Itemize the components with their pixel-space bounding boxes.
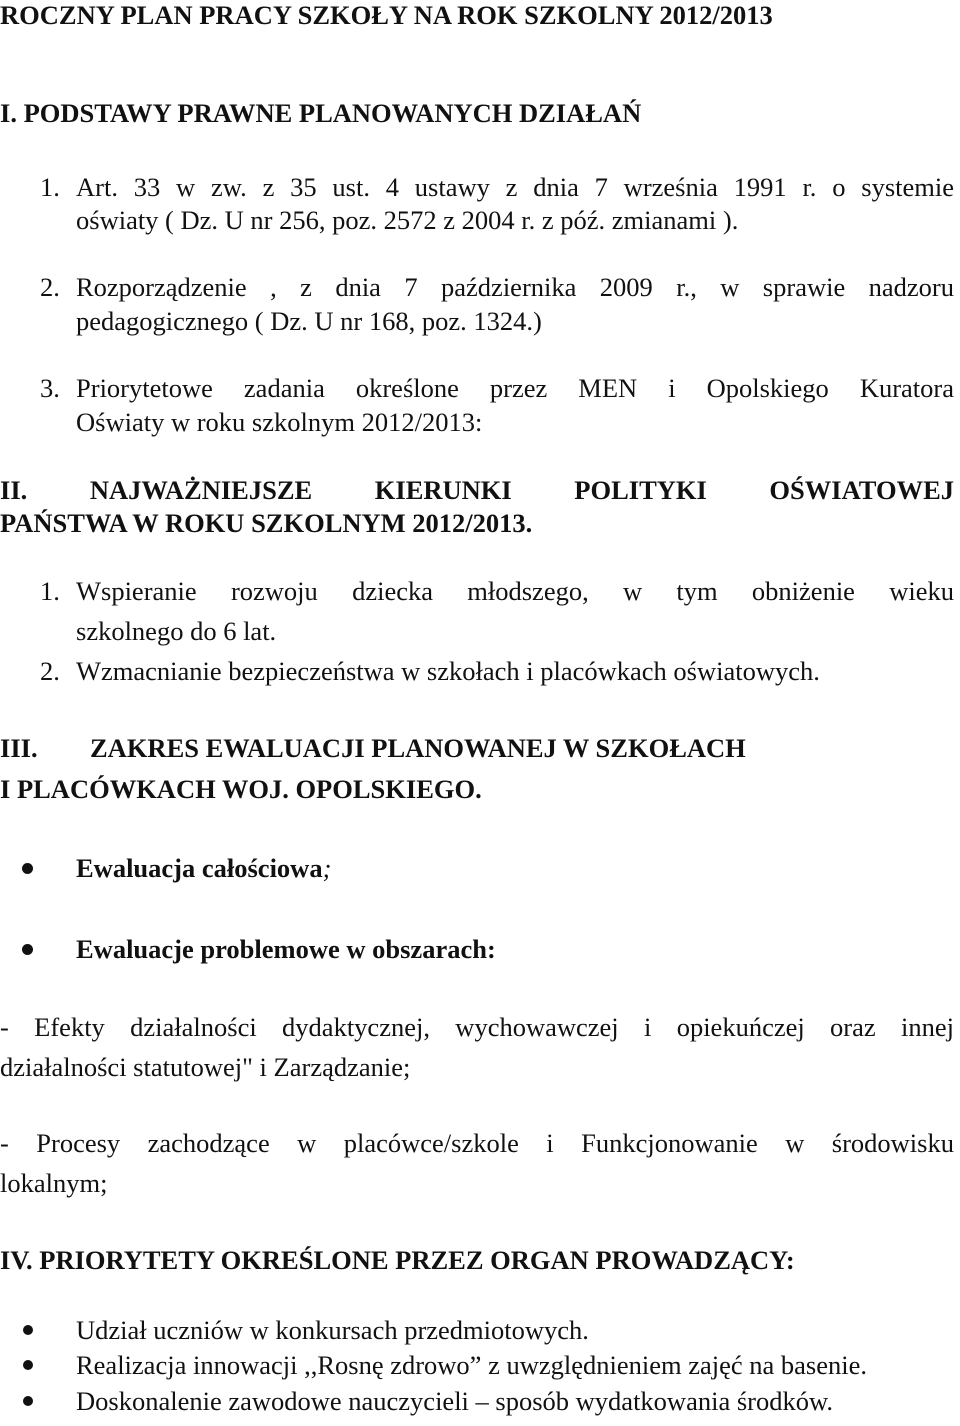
list-item-text: Art. 33 w zw. z 35 ust. 4 ustawy z dnia 7 września 1991 r. o systemie (76, 172, 954, 202)
section-3-heading-cont: I PLACÓWKACH WOJ. OPOLSKIEGO. (0, 774, 482, 804)
section-4-heading: IV. PRIORYTETY OKREŚLONE PRZEZ ORGAN PROWADZĄCY: (0, 1245, 795, 1275)
section-2-heading: II. NAJWAŻNIEJSZE KIERUNKI POLITYKI OŚWIATOWEJ (0, 475, 954, 505)
dash-item-text-cont: działalności statutowej" i Zarządzanie; (0, 1052, 411, 1082)
bullet-icon (22, 863, 33, 874)
bullet-text: Udział uczniów w konkursach przedmiotowych. (76, 1315, 589, 1345)
section-3-heading: ZAKRES EWALUACJI PLANOWANEJ W SZKOŁACH (90, 733, 746, 763)
list-item-text: Priorytetowe zadania określone przez MEN i Opolskiego Kuratora (76, 373, 954, 403)
list-item-number: 3. (40, 373, 60, 403)
document-title: ROCZNY PLAN PRACY SZKOŁY NA ROK SZKOLNY 2012/2013 (0, 0, 773, 30)
bullet-text: Realizacja innowacji ,,Rosnę zdrowo” z uwzględnieniem zajęć na basenie. (76, 1350, 867, 1380)
list-item-text: Rozporządzenie , z dnia 7 października 2009 r., w sprawie nadzoru (76, 272, 954, 302)
list-item-number: 2. (40, 272, 60, 302)
list-item-number: 1. (40, 576, 60, 606)
bullet-text-suffix: ; (322, 853, 332, 883)
list-item-number: 2. (40, 656, 60, 686)
bullet-text: Ewaluacja całościowa (76, 853, 323, 883)
bullet-icon (23, 1325, 33, 1335)
section-3-heading-number: III. (0, 733, 38, 763)
bullet-text: Doskonalenie zawodowe nauczycieli – sposób wydatkowania środków. (76, 1386, 834, 1416)
list-item-text-cont: Oświaty w roku szkolnym 2012/2013: (76, 407, 483, 437)
dash-item-text: - Procesy zachodzące w placówce/szkole i Funkcjonowanie w środowisku (0, 1128, 954, 1158)
list-item-text: Wspieranie rozwoju dziecka młodszego, w tym obniżenie wieku (76, 576, 954, 606)
bullet-text: Ewaluacje problemowe w obszarach: (76, 934, 496, 964)
section-2-heading-cont: PAŃSTWA W ROKU SZKOLNYM 2012/2013. (0, 508, 533, 538)
bullet-icon (23, 1396, 33, 1406)
list-item-text: Wzmacnianie bezpieczeństwa w szkołach i placówkach oświatowych. (76, 656, 820, 686)
list-item-text-cont: szkolnego do 6 lat. (76, 616, 277, 646)
dash-item-text: - Efekty działalności dydaktycznej, wychowawczej i opiekuńczej oraz innej (0, 1012, 954, 1042)
list-item-text-cont: pedagogicznego ( Dz. U nr 168, poz. 1324.) (76, 306, 542, 336)
section-1-heading: I. PODSTAWY PRAWNE PLANOWANYCH DZIAŁAŃ (0, 98, 642, 128)
bullet-icon (22, 944, 33, 955)
bullet-icon (23, 1360, 33, 1370)
list-item-number: 1. (40, 172, 60, 202)
dash-item-text-cont: lokalnym; (0, 1168, 108, 1198)
list-item-text-cont: oświaty ( Dz. U nr 256, poz. 2572 z 2004 r. z póź. zmianami ). (76, 205, 739, 235)
